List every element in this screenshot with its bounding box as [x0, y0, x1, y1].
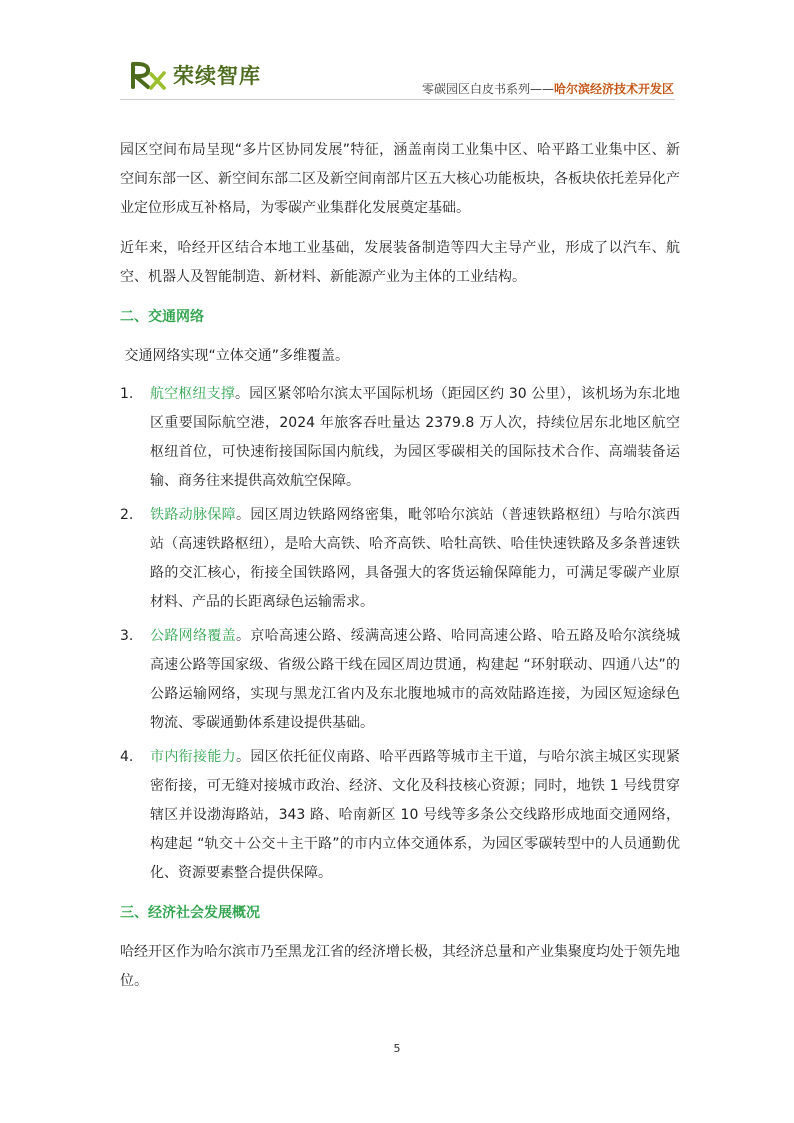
list-item	[120, 743, 680, 888]
paragraph-industry: 近年来，哈经开区结合本地工业基础，发展装备制造等四大主导产业，形成了以汽车、航空、机器人及智能制造、新材料、新能源产业为主体的工业结构。	[120, 240, 680, 285]
list-keyword: 航空枢纽支撑	[150, 386, 236, 402]
page-header	[0, 0, 794, 110]
section-heading-economy: 三、经济社会发展概况	[120, 905, 260, 921]
section-heading-transport: 二、交通网络	[120, 309, 204, 325]
list-body: 。园区紧邻哈尔滨太平国际机场（距园区约 30 公里），该机场为东北地区重要国际航空港，2024 年旅客吞吐量达 2379.8 万人次，持续位居东北地区航空枢纽首位，可快速衔接国际国内航线，为园区零碳相关的国际技术合作、高端装备运输、商务往来提供高效航空保障。	[150, 386, 681, 489]
rx-logo-icon	[129, 60, 167, 90]
logo-text: 荣续智库	[173, 64, 261, 88]
paragraph-economy: 哈经开区作为哈尔滨市乃至黑龙江省的经济增长极，其经济总量和产业集聚度均处于领先地位。	[120, 944, 680, 989]
list-keyword: 公路网络覆盖	[150, 628, 236, 644]
header-divider	[120, 99, 675, 100]
list-keyword: 市内衔接能力	[150, 749, 236, 765]
list-body: 。京哈高速公路、绥满高速公路、哈同高速公路、哈五路及哈尔滨绕城高速公路等国家级、省级公路干线在园区周边贯通，构建起 “环射联动、四通八达”的公路运输网络，实现与黑龙江省内及东北腹地城市的高效陆路连接，为园区短途绿色物流、零碳通勤体系建设提供基础。	[150, 628, 680, 731]
series-highlight: 哈尔滨经济技术开发区	[553, 82, 674, 96]
list-item	[120, 622, 680, 738]
list-keyword: 铁路动脉保障	[150, 507, 236, 523]
list-text	[150, 501, 680, 617]
list-text	[150, 743, 680, 888]
transport-list	[120, 380, 680, 888]
list-body: 。园区周边铁路网络密集，毗邻哈尔滨站（普速铁路枢纽）与哈尔滨西站（高速铁路枢纽），是哈大高铁、哈齐高铁、哈牡高铁、哈佳快速铁路及多条普速铁路的交汇核心，衔接全国铁路网，具备强大的客货运输保障能力，可满足零碳产业原材料、产品的长距离绿色运输需求。	[150, 507, 680, 610]
series-title	[422, 80, 674, 97]
paragraph-layout: 园区空间布局呈现“多片区协同发展”特征，涵盖南岗工业集中区、哈平路工业集中区、新空间东部一区、新空间东部二区及新空间南部片区五大核心功能板块，各板块依托差异化产业定位形成互补格局，为零碳产业集群化发展奠定基础。	[120, 142, 680, 216]
list-number: 3.	[120, 628, 134, 644]
list-item	[120, 380, 680, 496]
list-text	[150, 622, 680, 738]
list-text	[150, 380, 680, 496]
series-prefix: 零碳园区白皮书系列——	[421, 82, 554, 96]
list-number: 2.	[120, 507, 134, 523]
list-number: 4.	[120, 749, 134, 765]
page-content	[120, 136, 680, 1007]
list-item	[120, 501, 680, 617]
list-body: 。园区依托征仪南路、哈平西路等城市主干道，与哈尔滨主城区实现紧密衔接，可无缝对接城市政治、经济、文化及科技核心资源；同时，地铁 1 号线贯穿辖区并设渤海路站，343 路、哈南新区 10 号线等多条公交线路形成地面交通网络，构建起 “轨交＋公交＋主干路”的市内立体交通体系，为园区零碳转型中的人员通勤优化、资源要素整合提供保障。	[150, 749, 680, 881]
page-number: 5	[393, 1042, 401, 1055]
paragraph-transport-intro: 交通网络实现“立体交通”多维覆盖。	[120, 348, 349, 364]
logo	[129, 60, 261, 90]
list-number: 1.	[120, 386, 134, 402]
